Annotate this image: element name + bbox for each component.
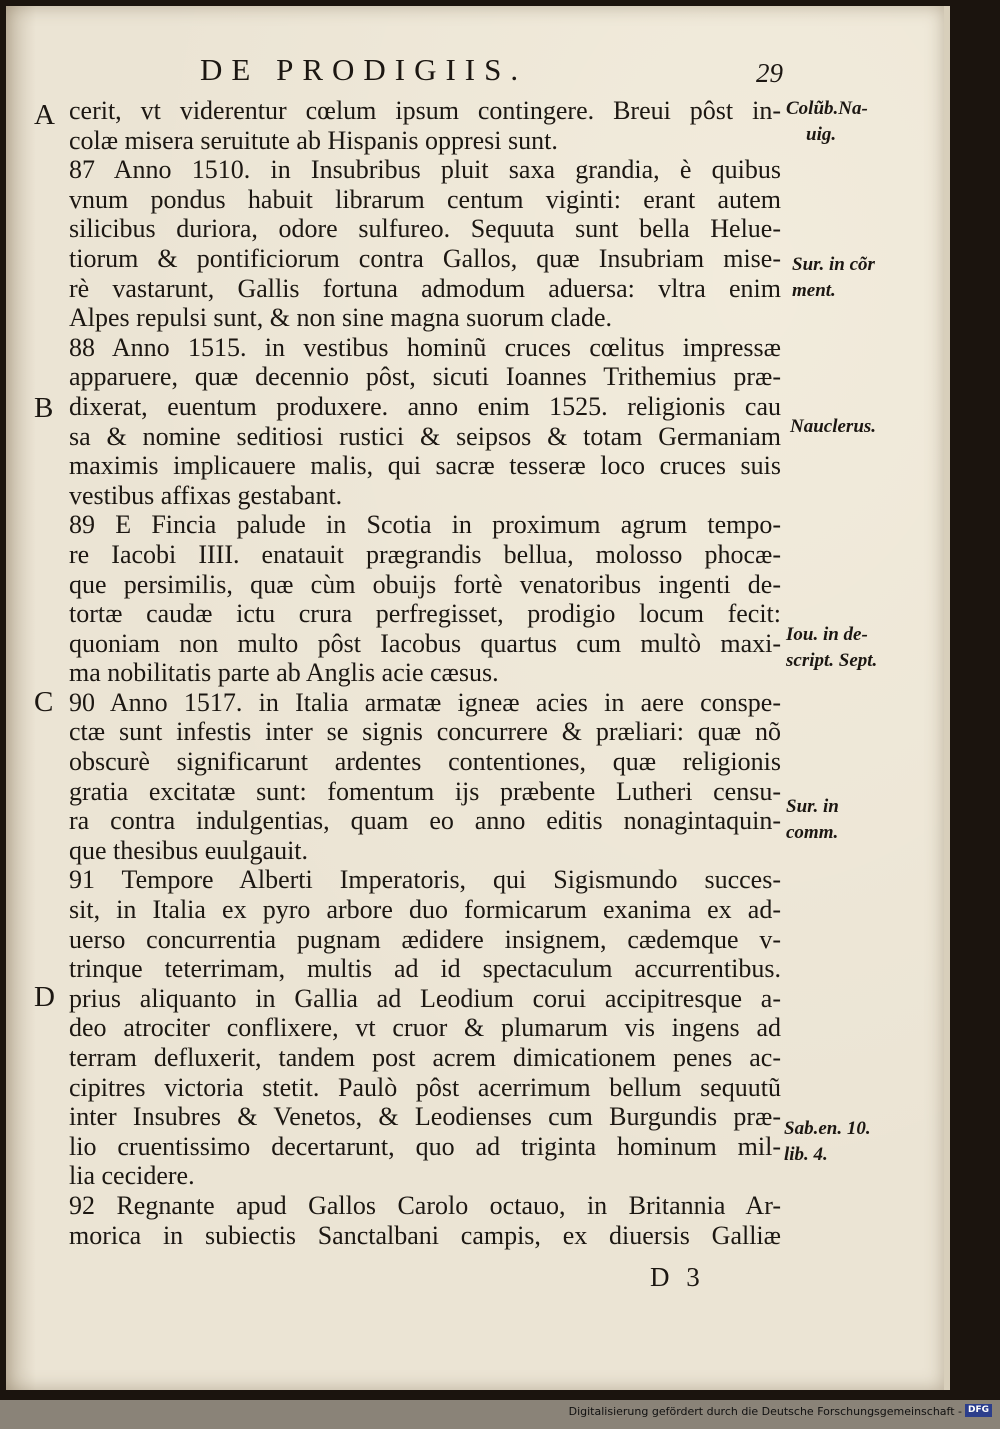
text-line: ctæ sunt infestis inter se signis concurrere & præliari: quæ nõ [69, 717, 781, 747]
marginal-line: Sur. in cõr [792, 254, 875, 275]
marginal-note-surius-comment [792, 252, 942, 304]
text-line: inter Insubres & Venetos, & Leodienses cum Burgundis præ- [69, 1102, 781, 1132]
text-line: prius aliquanto in Gallia ad Leodium corui accipitresque a- [69, 983, 781, 1013]
marginal-line: Iou. in de- [786, 624, 868, 645]
text-line: 91 Tempore Alberti Imperatoris, qui Sigismundo succes- [69, 865, 781, 895]
text-line: vnum pondus habuit librarum centum viginti: erant autem [69, 184, 781, 214]
marginal-line: Colũb.Na- [786, 98, 868, 119]
running-head: DE PRODIGIIS. [200, 52, 528, 87]
text-line: uerso concurrentia pugnam ædidere insignem, cædemque v- [69, 924, 781, 954]
text-line: que persimilis, quæ cùm obuijs fortè venatoribus ingenti de- [69, 569, 781, 599]
text-line: dixerat, euentum produxere. anno enim 1525. religionis cau [69, 391, 781, 421]
text-line: 90 Anno 1517. in Italia armatæ igneæ acies in aere conspe- [69, 687, 781, 717]
text-line: ra contra indulgentias, quam eo anno editis nonagintaquin- [69, 806, 781, 836]
text-line: 87 Anno 1510. in Insubribus pluit saxa grandia, è quibus [69, 155, 781, 185]
marginal-note-columbus [786, 96, 936, 148]
marginal-line: Sab.en. 10. [784, 1118, 871, 1139]
text-line: cipitres victoria stetit. Paulò pôst acerrimum bellum sequutũ [69, 1072, 781, 1102]
marginal-note-iovius [786, 622, 936, 674]
marginal-note-surius-commentarius [786, 794, 936, 846]
text-line: obscurè significarunt ardentes contentiones, quæ religionis [69, 747, 781, 777]
section-letter-c: C [34, 686, 54, 718]
digitization-credit: Digitalisierung gefördert durch die Deutsche Forschungsgemeinschaft - [568, 1405, 962, 1418]
text-line: que thesibus euulgauit. [69, 835, 309, 865]
text-line: sa & nomine seditiosi rustici & seipsos & totam Germaniam [69, 421, 781, 451]
text-line: sit, in Italia ex pyro arbore duo formicarum exanima ex ad- [69, 895, 781, 925]
text-line: colæ misera seruitute ab Hispanis oppresi sunt. [69, 125, 558, 155]
section-letter-a: A [34, 99, 55, 131]
text-line: deo atrociter conflixere, vt cruor & plumarum vis ingens ad [69, 1013, 781, 1043]
text-line: tortæ caudæ ictu crura perfregisset, prodigio locum fecit: [69, 599, 781, 629]
page-edge [944, 6, 950, 1390]
text-line: lia cecidere. [69, 1161, 195, 1191]
text-line: 89 E Fincia palude in Scotia in proximum agrum tempo- [69, 510, 781, 540]
marginal-line: ment. [792, 280, 836, 301]
text-line: 88 Anno 1515. in vestibus hominũ cruces cœlitus impressæ [69, 332, 781, 362]
page-number: 29 [756, 58, 783, 88]
text-line: maximis implicauere malis, qui sacræ tesseræ loco cruces suis [69, 451, 781, 481]
body-text [69, 96, 781, 1250]
marginal-line: script. Sept. [786, 650, 878, 671]
text-line: lio cruentissimo decertarunt, quo ad triginta hominum mil- [69, 1131, 781, 1161]
text-line: rè vastarunt, Gallis fortuna admodum aduersa: vltra enim [69, 273, 781, 303]
text-line: trinque teterrimam, multis ad id spectaculum accurrentibus. [69, 954, 781, 984]
section-letter-b: B [34, 392, 54, 424]
text-line: terram defluxerit, tandem post acrem dimicationem penes ac- [69, 1043, 781, 1072]
text-line: gratia excitatæ sunt: fomentum ijs præbente Lutheri censu- [69, 776, 781, 806]
dfg-logo-icon: DFG [965, 1404, 992, 1417]
marginal-note-sabellicus [784, 1116, 934, 1168]
text-line: ma nobilitatis parte ab Anglis acie cæsus. [69, 658, 499, 688]
text-line: quoniam non multo pôst Iacobus quartus cum multò maxi- [69, 628, 781, 658]
text-line: re Iacobi IIII. enatauit prægrandis bellua, molosso phocæ- [69, 539, 781, 569]
marginal-line: Sur. in [786, 796, 839, 817]
text-line: vestibus affixas gestabant. [69, 480, 343, 510]
marginal-line: uig. [806, 124, 837, 145]
text-line: Alpes repulsi sunt, & non sine magna suorum clade. [69, 303, 613, 333]
text-line: tiorum & pontificiorum contra Gallos, quæ Insubriam mise- [69, 243, 781, 273]
text-line: morica in subiectis Sanctalbani campis, ex diuersis Galliæ [69, 1220, 781, 1250]
text-line: apparuere, quæ decennio pôst, sicuti Ioannes Trithemius præ- [69, 362, 781, 392]
marginal-line: Nauclerus. [790, 416, 877, 437]
text-line: 92 Regnante apud Gallos Carolo octauo, in Britannia Ar- [69, 1190, 781, 1220]
text-line: silicibus duriora, odore sulfureo. Sequuta sunt bella Helue- [69, 214, 781, 244]
marginal-line: comm. [786, 822, 839, 843]
text-line: cerit, vt viderentur cœlum ipsum contingere. Breui pôst in- [69, 96, 781, 125]
section-letter-d: D [34, 981, 55, 1013]
marginal-line: lib. 4. [784, 1144, 828, 1165]
signature-mark: D 3 [650, 1262, 700, 1292]
marginal-note-nauclerus [790, 414, 940, 440]
